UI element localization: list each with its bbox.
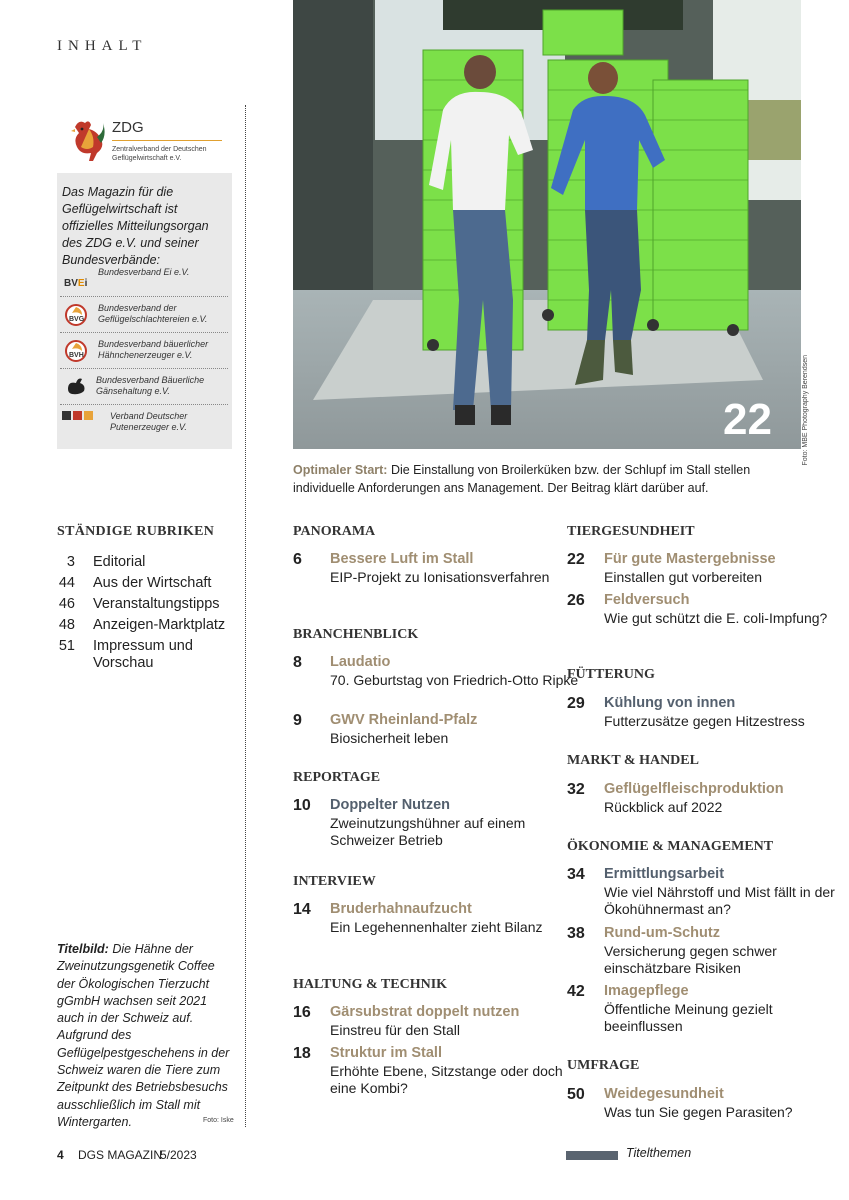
cover-note-text: Die Hähne der Zweinutzungsgenetik Coffee der Ökologischen Tierzucht gGmbH wachsen seit 2021 auch in der Schweiz auf. Aufgrund des Geflügelpestgeschehens in der Schweiz waren die Tiere zum Zeitpunkt des Betriebsbesuchs ausschließlich im Stall mit Wintergarten. — [57, 942, 230, 1129]
toc-entry — [567, 925, 827, 975]
section-title: REPORTAGE — [293, 770, 381, 785]
association-item — [60, 261, 228, 297]
association-logo-icon — [62, 411, 90, 435]
toc-description: Erhöhte Ebene, Sitzstange oder doch eine Kombi? — [330, 1063, 563, 1096]
toc-page-number: 42 — [567, 983, 585, 1000]
association-label: Bundesverband Bäuerliche Gänsehaltung e.V. — [96, 375, 205, 396]
zdg-subtitle: Zentralverband der Deutschen Geflügelwirtschaft e.V. — [112, 146, 207, 162]
rubric-label: Veranstaltungstipps — [93, 596, 220, 612]
toc-entry — [293, 654, 579, 704]
rubric-label: Anzeigen-Marktplatz — [93, 617, 226, 633]
toc-description: Wie gut schützt die E. coli-Impfung? — [604, 610, 828, 626]
section-title: FÜTTERUNG — [567, 667, 655, 682]
toc-entry — [293, 901, 553, 951]
association-item — [60, 333, 228, 369]
feature-photo — [293, 0, 801, 449]
section-title: ÖKONOMIE & MANAGEMENT — [567, 839, 774, 854]
zdg-header — [57, 105, 232, 173]
footer-magazine: DGS MAGAZIN — [78, 1148, 163, 1162]
photo-page-number: 22 — [723, 395, 772, 444]
footer-issue: 5/2023 — [160, 1148, 197, 1162]
toc-description: Versicherung gegen schwer einschätzbare Risiken — [604, 943, 777, 976]
toc-page-number: 6 — [293, 551, 302, 568]
toc-entry — [293, 1045, 563, 1096]
toc-description: Futterzusätze gegen Hitzestress — [604, 713, 805, 729]
toc-entry — [567, 781, 827, 831]
toc-page-number: 50 — [567, 1086, 585, 1103]
toc-description: Was tun Sie gegen Parasiten? — [604, 1104, 793, 1120]
toc-headline: Doppelter Nutzen — [330, 797, 451, 813]
association-item — [60, 405, 228, 440]
photo-credit: Foto: MBE Photography Berendsen — [802, 355, 809, 466]
toc-description: Rückblick auf 2022 — [604, 799, 723, 815]
toc-page-number: 32 — [567, 781, 585, 798]
toc-headline: Geflügelfleischproduktion — [604, 781, 784, 797]
photo-caption — [293, 461, 803, 497]
section-title: PANORAMA — [293, 524, 376, 539]
rubrics-title: STÄNDIGE RUBRIKEN — [57, 524, 215, 539]
toc-headline: Struktur im Stall — [330, 1045, 442, 1061]
toc-description: Zweinutzungshühner auf einem Schweizer Betrieb — [330, 815, 526, 848]
toc-entry — [293, 712, 553, 762]
toc-headline: Feldversuch — [604, 592, 690, 608]
zdg-name: ZDG — [112, 119, 144, 136]
toc-description: Einstallen gut vorbereiten — [604, 569, 762, 585]
svg-text:BVG: BVG — [69, 316, 85, 323]
cover-credit: Foto: Iske — [203, 1117, 234, 1124]
association-label: Verband Deutscher Putenerzeuger e.V. — [110, 411, 188, 432]
titelthemen-legend-label: Titelthemen — [626, 1146, 692, 1160]
section-title: UMFRAGE — [567, 1058, 640, 1073]
association-label: Bundesverband der Geflügelschlachtereien e.V. — [98, 303, 208, 324]
rubric-page: 51 — [58, 638, 75, 654]
toc-page-number: 22 — [567, 551, 585, 568]
toc-page-number: 16 — [293, 1004, 311, 1021]
toc-headline: Rund-um-Schutz — [604, 925, 720, 941]
rooster-logo-icon — [67, 117, 107, 163]
association-item — [60, 369, 228, 405]
zdg-rule — [112, 140, 222, 141]
section-title: HALTUNG & TECHNIK — [293, 977, 448, 992]
toc-description: 70. Geburtstag von Friedrich-Otto Ripke — [330, 672, 579, 688]
toc-page-number: 26 — [567, 592, 585, 609]
toc-page-number: 9 — [293, 712, 302, 729]
toc-headline: Laudatio — [330, 654, 391, 670]
rubric-label: Editorial — [93, 554, 146, 570]
toc-headline: Bruderhahnaufzucht — [330, 901, 472, 917]
toc-headline: GWV Rheinland-Pfalz — [330, 712, 478, 728]
rubric-page: 3 — [66, 554, 75, 570]
toc-description: EIP-Projekt zu Ionisationsverfahren — [330, 569, 550, 585]
toc-description: Öffentliche Meinung gezielt beeinflussen — [604, 1001, 773, 1034]
toc-page-number: 34 — [567, 866, 585, 883]
titelthemen-legend-bar — [566, 1151, 618, 1160]
page-header: INHALT — [57, 38, 148, 54]
toc-entry — [567, 983, 827, 1033]
toc-headline: Für gute Mastergebnisse — [604, 551, 776, 567]
association-item — [60, 297, 228, 333]
toc-page-number: 14 — [293, 901, 311, 918]
section-title: BRANCHENBLICK — [293, 627, 419, 642]
toc-entry — [567, 1086, 827, 1136]
toc-headline: Kühlung von innen — [604, 695, 736, 711]
toc-headline: Ermittlungsarbeit — [604, 866, 725, 882]
toc-page-number: 29 — [567, 695, 585, 712]
association-logo-icon — [64, 339, 92, 363]
cover-note-lead: Titelbild: — [57, 942, 109, 956]
rubric-page: 44 — [58, 575, 75, 591]
section-title: TIERGESUNDHEIT — [567, 524, 695, 539]
toc-entry — [567, 695, 827, 745]
toc-entry — [293, 797, 553, 847]
column-divider — [245, 105, 246, 1127]
toc-description: Ein Legehennenhalter zieht Bilanz — [330, 919, 543, 935]
cover-note — [57, 941, 235, 1131]
toc-page-number: 8 — [293, 654, 302, 671]
caption-text: Die Einstallung von Broilerküken bzw. der Schlupf im Stall stellen individuelle Anforderungen ans Management. Der Beitrag klärt darüber auf. — [293, 463, 751, 495]
association-logo-icon — [64, 303, 92, 327]
rubric-item — [57, 638, 237, 678]
section-title: MARKT & HANDEL — [567, 753, 699, 768]
toc-description: Wie viel Nährstoff und Mist fällt in der Ökohühnermast an? — [604, 884, 835, 917]
toc-headline: Imagepflege — [604, 983, 689, 999]
toc-page-number: 18 — [293, 1045, 311, 1062]
broiler-crates-photo — [293, 0, 801, 449]
toc-page-number: 10 — [293, 797, 311, 814]
toc-headline: Gärsubstrat doppelt nutzen — [330, 1004, 520, 1020]
association-logo-icon: BVEi — [64, 278, 88, 289]
footer-page-number: 4 — [57, 1148, 64, 1162]
zdg-info-box — [57, 105, 232, 449]
association-label: Bundesverband bäuerlicher Hähnchenerzeuger e.V. — [98, 339, 209, 360]
toc-entry — [567, 866, 835, 917]
association-label: Bundesverband Ei e.V. — [98, 267, 190, 277]
rubric-label: Aus der Wirtschaft — [93, 575, 212, 591]
rubric-page: 46 — [58, 596, 75, 612]
toc-description: Einstreu für den Stall — [330, 1022, 460, 1038]
rubric-page: 48 — [58, 617, 75, 633]
caption-lead: Optimaler Start: — [293, 463, 388, 477]
svg-text:BVH: BVH — [69, 352, 84, 359]
toc-page-number: 38 — [567, 925, 585, 942]
toc-headline: Weidegesundheit — [604, 1086, 724, 1102]
toc-entry — [567, 592, 827, 642]
section-title: INTERVIEW — [293, 874, 376, 889]
rubric-label: Impressum und Vorschau — [93, 638, 193, 671]
toc-entry — [293, 551, 553, 601]
toc-description: Biosicherheit leben — [330, 730, 449, 746]
association-logo-icon — [64, 375, 92, 399]
toc-headline: Bessere Luft im Stall — [330, 551, 474, 567]
magazine-statement: Das Magazin für die Geflügelwirtschaft ist offizielles Mitteilungsorgan des ZDG e.V. und seiner Bundesverbände: — [62, 185, 209, 267]
